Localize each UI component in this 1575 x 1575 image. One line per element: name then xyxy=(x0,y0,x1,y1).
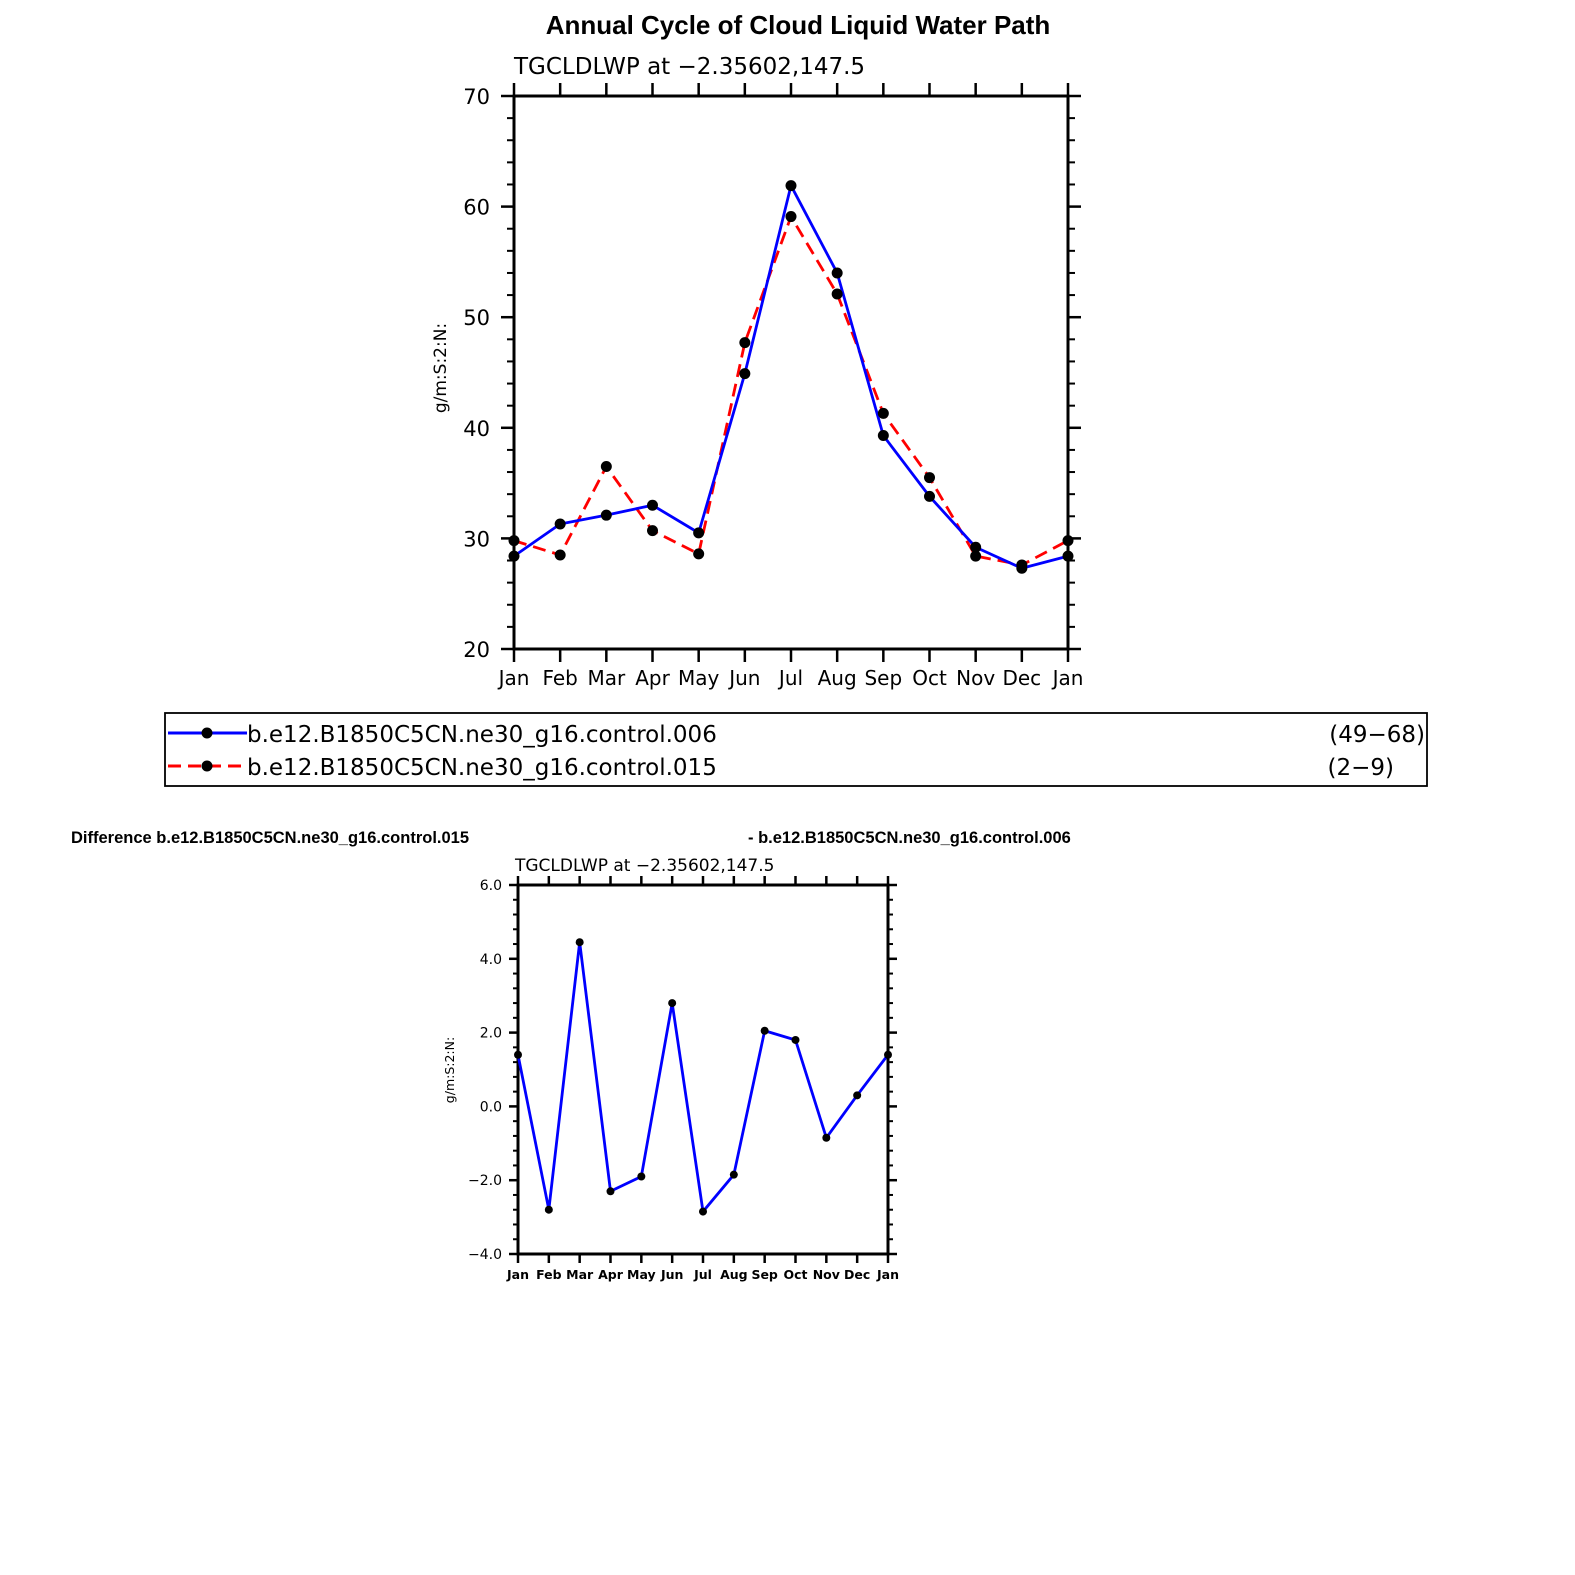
legend-label-control-015: b.e12.B1850C5CN.ne30_g16.control.015 xyxy=(247,755,717,781)
bot-series-0-point-12 xyxy=(884,1051,892,1059)
top-series-0-point-3 xyxy=(647,500,658,511)
top-y-tick-label-3: 50 xyxy=(463,306,490,331)
top-plot-frame xyxy=(514,96,1068,649)
top-series-1-point-9 xyxy=(924,472,935,483)
bot-series-0-point-5 xyxy=(668,999,676,1007)
bot-y-tick-label-5: 6.0 xyxy=(479,878,502,894)
bot-series-0-point-4 xyxy=(637,1173,645,1181)
top-series-0-point-2 xyxy=(601,510,612,521)
top-y-tick-label-5: 70 xyxy=(463,85,490,109)
top-series-1-point-5 xyxy=(739,337,750,348)
top-series-1-point-12 xyxy=(1063,535,1074,546)
bot-x-tick-label-8: Sep xyxy=(751,1267,778,1282)
top-axis-ticks xyxy=(501,83,1081,662)
legend-years-control-006: (49−68) xyxy=(1329,722,1425,748)
top-series-0-point-4 xyxy=(693,527,704,538)
top-x-tick-label-12: Jan xyxy=(1052,666,1084,690)
top-series-1-point-2 xyxy=(601,461,612,472)
top-chart-subtitle: TGCLDLWP at −2.35602,147.5 xyxy=(514,54,866,80)
top-x-tick-label-6: Jul xyxy=(778,666,804,690)
top-series-0-point-8 xyxy=(878,430,889,441)
top-x-tick-label-10: Nov xyxy=(956,666,996,690)
top-y-tick-label-2: 40 xyxy=(463,416,490,441)
top-series-0-point-1 xyxy=(555,519,566,530)
bot-series-0-point-10 xyxy=(822,1134,830,1142)
bot-y-tick-label-1: −2.0 xyxy=(468,1173,502,1190)
top-series-1-point-6 xyxy=(786,211,797,222)
bot-series-0-point-8 xyxy=(761,1027,769,1035)
bot-series-0-point-2 xyxy=(576,938,584,946)
bot-x-tick-label-4: May xyxy=(627,1267,656,1282)
top-series-1-point-3 xyxy=(647,525,658,536)
top-series-line-0 xyxy=(514,186,1068,569)
top-x-tick-label-5: Jun xyxy=(729,666,761,690)
top-series-0-point-12 xyxy=(1063,551,1074,562)
bottom-x-tick-labels xyxy=(506,1267,899,1282)
bot-series-line-0 xyxy=(518,942,888,1211)
top-y-tick-label-0: 20 xyxy=(463,638,490,662)
difference-title-right: - b.e12.B1850C5CN.ne30_g16.control.006 xyxy=(748,829,1071,847)
top-series-0-point-5 xyxy=(739,368,750,379)
bottom-chart-y-axis-label: g/m:S:2:N: xyxy=(442,1036,457,1104)
bottom-y-tick-labels xyxy=(468,878,502,1263)
difference-chart xyxy=(71,829,1071,1282)
top-series-1-point-4 xyxy=(693,548,704,559)
top-series-1-point-8 xyxy=(878,408,889,419)
bot-y-tick-label-3: 2.0 xyxy=(479,1025,502,1042)
bot-x-tick-label-11: Dec xyxy=(844,1267,871,1282)
legend-marker-control-015 xyxy=(202,761,213,772)
top-series-1-point-10 xyxy=(970,551,981,562)
bot-series-0-point-7 xyxy=(730,1171,738,1179)
top-x-tick-label-11: Dec xyxy=(1002,666,1042,690)
bot-x-tick-label-3: Apr xyxy=(598,1267,623,1282)
bottom-plot-frame xyxy=(518,885,888,1254)
top-series-line-1 xyxy=(514,217,1068,565)
top-x-tick-label-8: Sep xyxy=(864,666,903,690)
top-series-0-point-6 xyxy=(786,180,797,191)
top-x-tick-label-4: May xyxy=(677,666,720,690)
bot-x-tick-label-2: Mar xyxy=(566,1267,594,1282)
top-y-tick-label-4: 60 xyxy=(463,195,490,220)
bot-x-tick-label-6: Jul xyxy=(694,1267,712,1282)
bot-x-tick-label-12: Jan xyxy=(877,1267,899,1282)
top-x-tick-label-0: Jan xyxy=(498,666,530,690)
legend-label-control-006: b.e12.B1850C5CN.ne30_g16.control.006 xyxy=(247,722,717,748)
bot-series-0-point-9 xyxy=(792,1036,800,1044)
top-x-tick-label-3: Apr xyxy=(635,666,670,690)
bot-series-0-point-1 xyxy=(545,1206,553,1214)
top-x-tick-label-1: Feb xyxy=(542,666,578,690)
legend-marker-control-006 xyxy=(202,728,213,739)
top-series-1-point-0 xyxy=(509,535,520,546)
top-series-1-point-7 xyxy=(832,288,843,299)
bot-series-0-point-11 xyxy=(853,1091,861,1099)
top-x-tick-label-7: Aug xyxy=(817,666,857,690)
top-x-tick-label-9: Oct xyxy=(912,666,947,690)
bot-x-tick-label-0: Jan xyxy=(507,1267,529,1282)
bot-y-tick-label-2: 0.0 xyxy=(479,1099,502,1116)
top-series-0-point-9 xyxy=(924,491,935,502)
bottom-chart-subtitle: TGCLDLWP at −2.35602,147.5 xyxy=(515,856,775,876)
bot-x-tick-label-1: Feb xyxy=(536,1267,562,1282)
top-series-1-point-1 xyxy=(555,549,566,560)
annual-cycle-chart xyxy=(431,54,1083,690)
bot-y-tick-label-4: 4.0 xyxy=(479,951,502,968)
bot-series-0-point-0 xyxy=(514,1051,522,1059)
bot-series-0-point-6 xyxy=(699,1208,707,1216)
bot-x-tick-label-7: Aug xyxy=(720,1267,748,1282)
legend-years-control-015: (2−9) xyxy=(1327,755,1394,781)
top-series-0-point-7 xyxy=(832,267,843,278)
bot-x-tick-label-5: Jun xyxy=(660,1267,684,1282)
main-title: Annual Cycle of Cloud Liquid Water Path xyxy=(545,10,1051,40)
top-series-0-point-0 xyxy=(509,551,520,562)
bot-y-tick-label-0: −4.0 xyxy=(468,1247,502,1263)
top-series-1-point-11 xyxy=(1016,559,1027,570)
top-y-tick-label-1: 30 xyxy=(463,527,490,552)
bottom-series-group xyxy=(514,938,892,1215)
bot-x-tick-label-9: Oct xyxy=(783,1267,808,1282)
difference-title-left: Difference b.e12.B1850C5CN.ne30_g16.control.015 xyxy=(71,829,470,847)
top-series-group xyxy=(509,180,1074,574)
bot-x-tick-label-10: Nov xyxy=(812,1267,840,1282)
top-y-tick-labels xyxy=(463,85,490,662)
legend xyxy=(165,713,1427,786)
top-x-tick-label-2: Mar xyxy=(587,666,626,690)
bot-series-0-point-3 xyxy=(607,1187,615,1195)
top-x-tick-labels xyxy=(497,666,1084,690)
top-chart-y-axis-label: g/m:S:2:N: xyxy=(431,322,451,414)
